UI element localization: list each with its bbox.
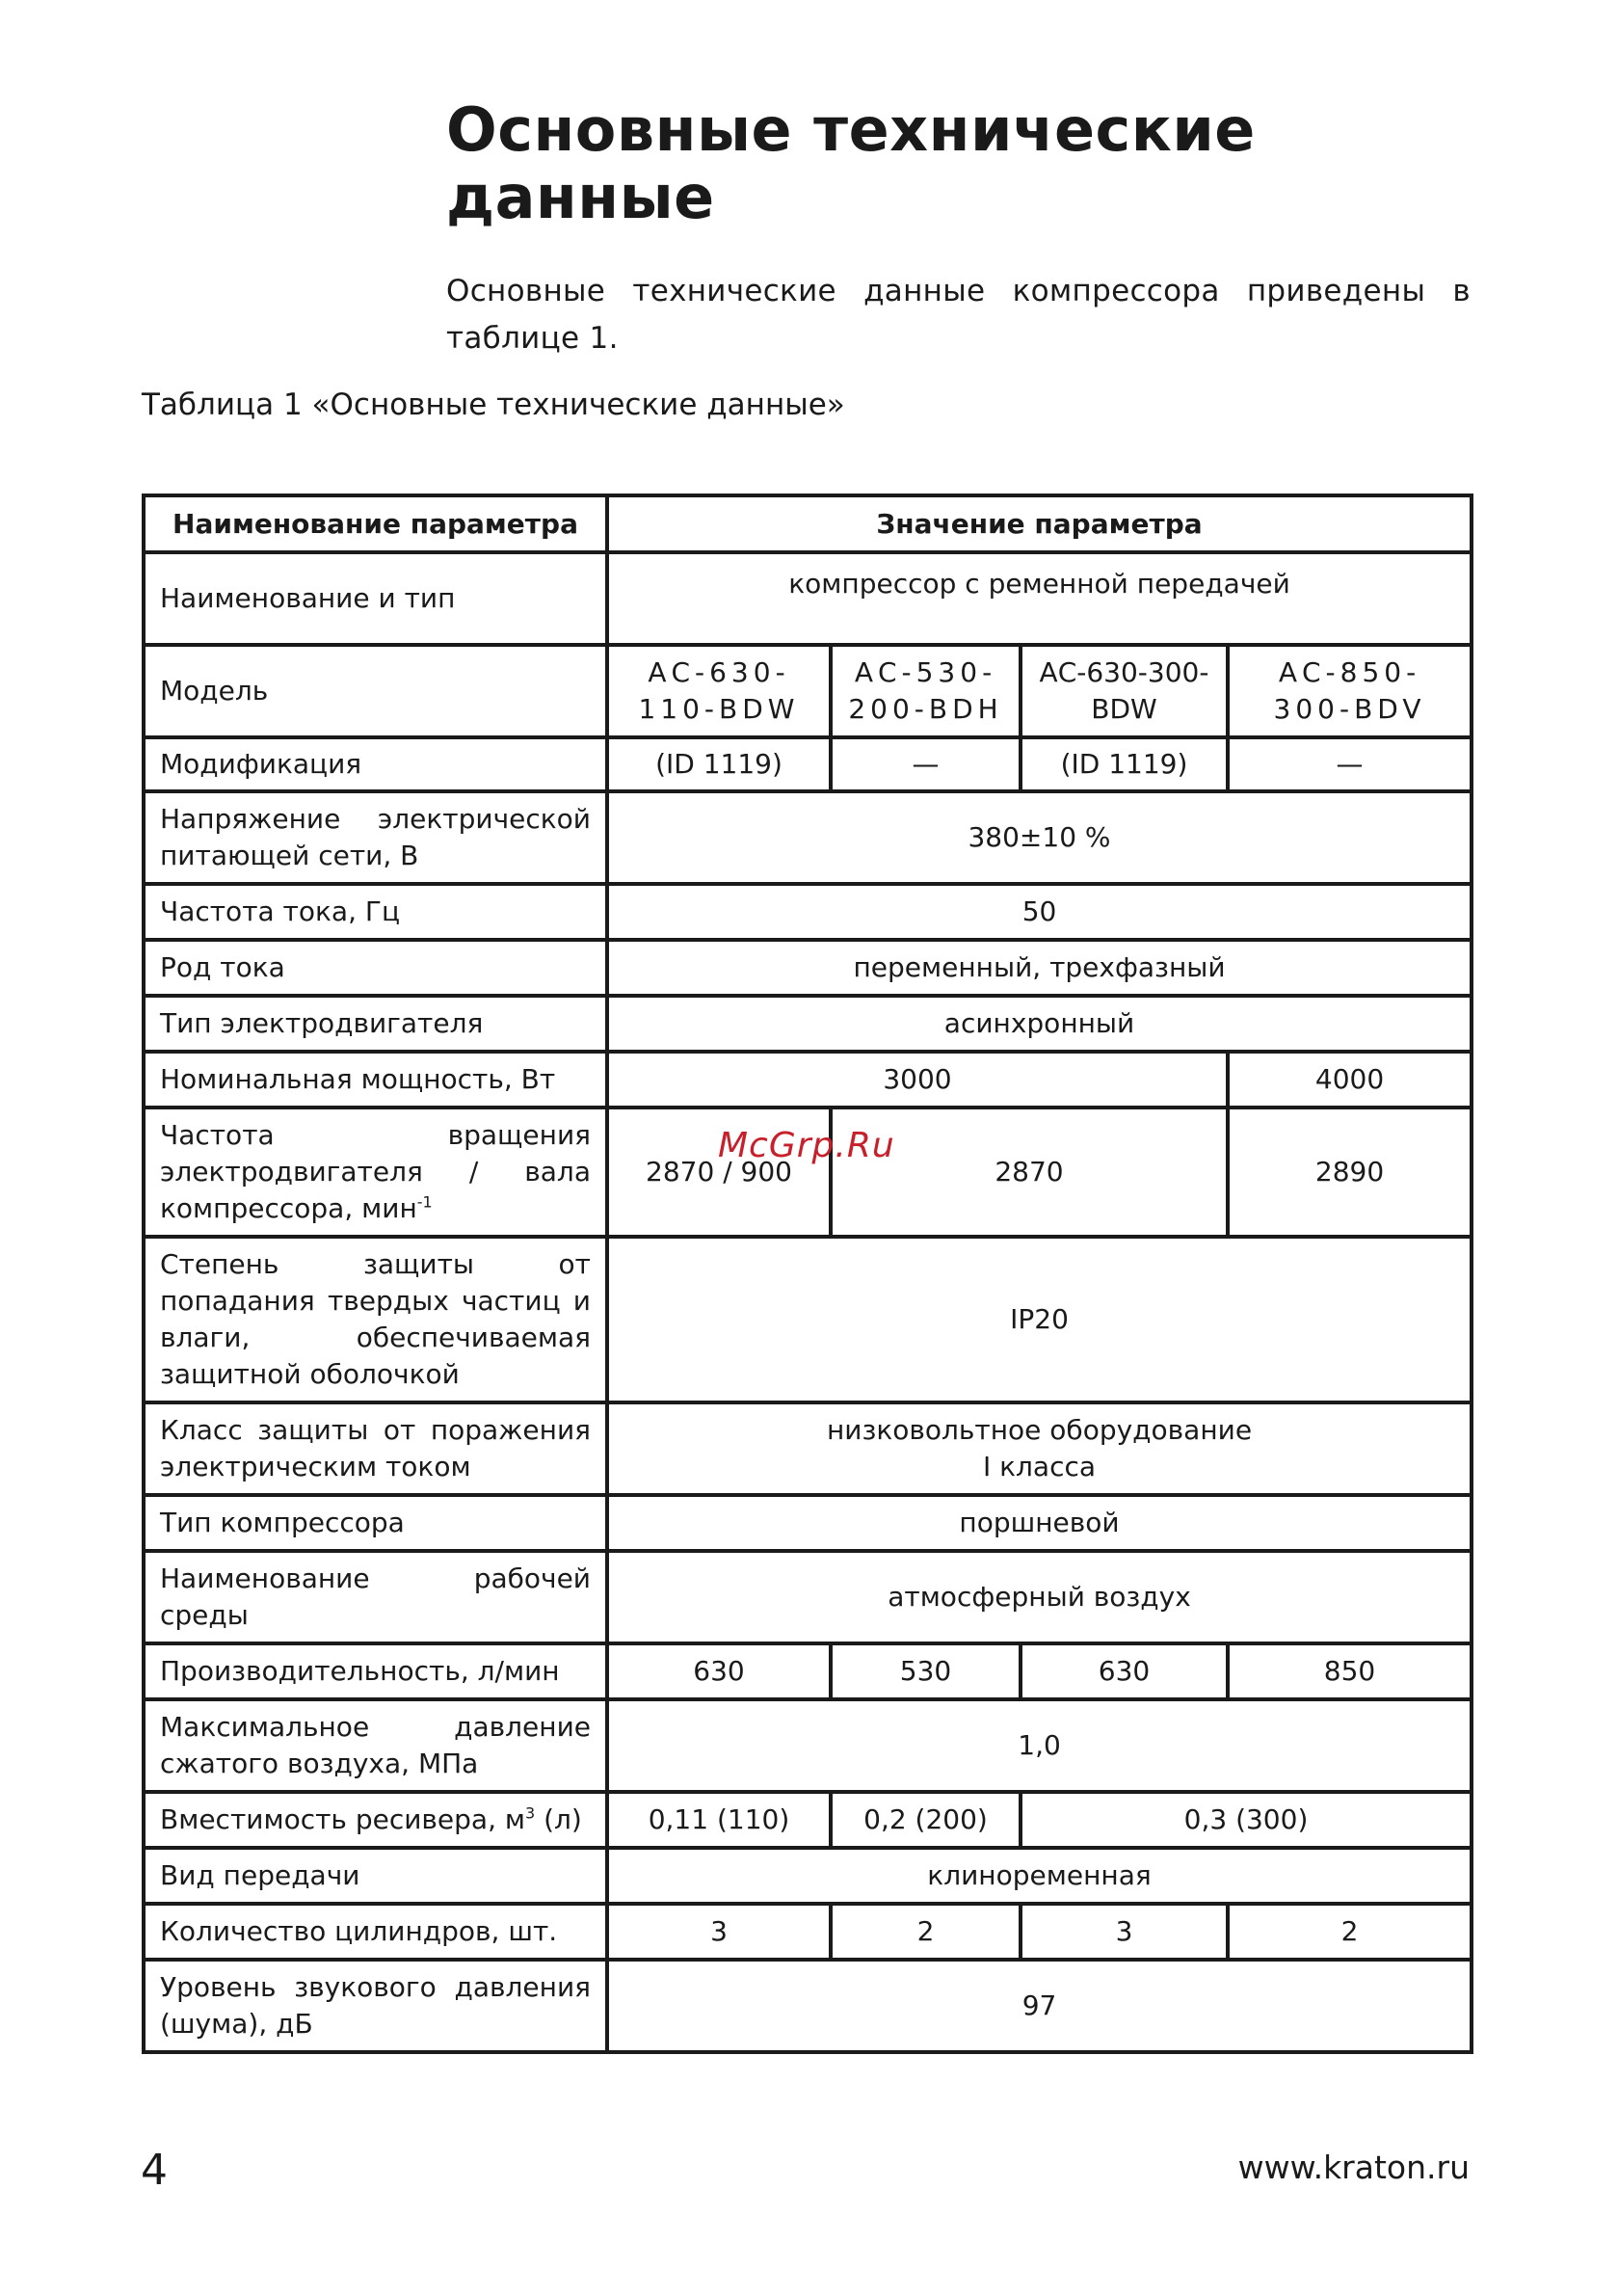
table-row bbox=[144, 645, 1472, 737]
page-title: Основные технические данные bbox=[446, 94, 1256, 232]
model-cell: АС-630-300-BDW bbox=[1021, 645, 1228, 737]
model-cell: АС-630-110-BDW bbox=[607, 645, 831, 737]
param-label: Тип электродвигателя bbox=[144, 996, 607, 1052]
param-label: Напряжение электрической питающей сети, В bbox=[144, 791, 607, 884]
intro-paragraph: Основные технические данные компрессора приведены в таблице 1. bbox=[446, 274, 1471, 356]
param-value: компрессор с ременной передачей bbox=[607, 552, 1472, 645]
table-row bbox=[144, 1402, 1472, 1495]
param-value bbox=[607, 1402, 1472, 1495]
param-label: Род тока bbox=[144, 940, 607, 996]
header-parameter: Наименование параметра bbox=[144, 495, 607, 552]
table-row bbox=[144, 1792, 1472, 1848]
watermark: McGrp.Ru bbox=[718, 1126, 895, 1165]
param-value: асинхронный bbox=[607, 996, 1472, 1052]
table-row bbox=[144, 791, 1472, 884]
param-label: Наименование и тип bbox=[144, 552, 607, 645]
param-label: Тип компрессора bbox=[144, 1495, 607, 1551]
param-value: 2870 / 900 bbox=[607, 1108, 831, 1237]
param-value: 630 bbox=[1021, 1643, 1228, 1699]
table-row bbox=[144, 1699, 1472, 1792]
param-value: 0,2 (200) bbox=[831, 1792, 1021, 1848]
param-value: 530 bbox=[831, 1643, 1021, 1699]
table-row bbox=[144, 1960, 1472, 2052]
param-value: — bbox=[1228, 737, 1472, 791]
param-value: (ID 1119) bbox=[1021, 737, 1228, 791]
table-row bbox=[144, 1237, 1472, 1402]
param-value: 850 bbox=[1228, 1643, 1472, 1699]
param-value: поршневой bbox=[607, 1495, 1472, 1551]
param-label: Количество цилиндров, шт. bbox=[144, 1904, 607, 1960]
table-header-row bbox=[144, 495, 1472, 552]
param-value: переменный, трехфазный bbox=[607, 940, 1472, 996]
param-value: 50 bbox=[607, 884, 1472, 940]
table-row bbox=[144, 1551, 1472, 1643]
param-value: IP20 bbox=[607, 1237, 1472, 1402]
param-value: 3000 bbox=[607, 1052, 1228, 1108]
param-label: Уровень звукового давления (шума), дБ bbox=[144, 1960, 607, 2052]
website-link[interactable]: www.kraton.ru bbox=[1237, 2149, 1470, 2186]
param-label: Производительность, л/мин bbox=[144, 1643, 607, 1699]
param-value: 2 bbox=[1228, 1904, 1472, 1960]
param-label: Степень защиты от попадания твердых частиц и влаги, обеспечиваемая защитной оболочкой bbox=[144, 1237, 607, 1402]
param-value: — bbox=[831, 737, 1021, 791]
param-value: 3 bbox=[1021, 1904, 1228, 1960]
model-cell: АС-850-300-BDV bbox=[1228, 645, 1472, 737]
table-row bbox=[144, 1495, 1472, 1551]
param-label bbox=[144, 1792, 607, 1848]
param-label: Модификация bbox=[144, 737, 607, 791]
param-value: (ID 1119) bbox=[607, 737, 831, 791]
table-row bbox=[144, 1643, 1472, 1699]
param-value: клиноременная bbox=[607, 1848, 1472, 1904]
param-value: 3 bbox=[607, 1904, 831, 1960]
param-value: 630 bbox=[607, 1643, 831, 1699]
param-label: Номинальная мощность, Вт bbox=[144, 1052, 607, 1108]
table-row bbox=[144, 1052, 1472, 1108]
param-value: 0,11 (110) bbox=[607, 1792, 831, 1848]
specifications-table bbox=[142, 494, 1473, 2054]
table-row bbox=[144, 552, 1472, 645]
param-value: 380±10 % bbox=[607, 791, 1472, 884]
param-label: Максимальное давление сжатого воздуха, МПа bbox=[144, 1699, 607, 1792]
page-number: 4 bbox=[141, 2146, 168, 2195]
param-label: Класс защиты от поражения электрическим током bbox=[144, 1402, 607, 1495]
param-value: 2 bbox=[831, 1904, 1021, 1960]
table-caption: Таблица 1 «Основные технические данные» bbox=[142, 387, 845, 422]
superscript: 3 bbox=[525, 1803, 536, 1823]
param-value: 2870 bbox=[831, 1108, 1228, 1237]
param-label-text: Частота вращения электродвигателя / вала компрессора, мин bbox=[160, 1119, 591, 1224]
table-row bbox=[144, 884, 1472, 940]
param-value: 0,3 (300) bbox=[1021, 1792, 1472, 1848]
param-value: атмосферный воздух bbox=[607, 1551, 1472, 1643]
table-row bbox=[144, 1848, 1472, 1904]
table-row bbox=[144, 940, 1472, 996]
param-label: Вид передачи bbox=[144, 1848, 607, 1904]
table-row bbox=[144, 996, 1472, 1052]
param-value: 2890 bbox=[1228, 1108, 1472, 1237]
param-value: 4000 bbox=[1228, 1052, 1472, 1108]
table-row bbox=[144, 737, 1472, 791]
table-row bbox=[144, 1904, 1472, 1960]
param-value: 1,0 bbox=[607, 1699, 1472, 1792]
param-label: Модель bbox=[144, 645, 607, 737]
value-line: I класса bbox=[982, 1451, 1097, 1482]
param-label bbox=[144, 1108, 607, 1237]
model-cell: АС-530-200-BDH bbox=[831, 645, 1021, 737]
superscript: -1 bbox=[416, 1192, 433, 1212]
param-label-text: (л) bbox=[535, 1803, 582, 1835]
param-label: Частота тока, Гц bbox=[144, 884, 607, 940]
param-label-text: Вместимость ресивера, м bbox=[160, 1803, 525, 1835]
header-value: Значение параметра bbox=[607, 495, 1472, 552]
value-line: низковольтное оборудование bbox=[826, 1414, 1253, 1446]
param-label: Наименование рабочей среды bbox=[144, 1551, 607, 1643]
param-value: 97 bbox=[607, 1960, 1472, 2052]
